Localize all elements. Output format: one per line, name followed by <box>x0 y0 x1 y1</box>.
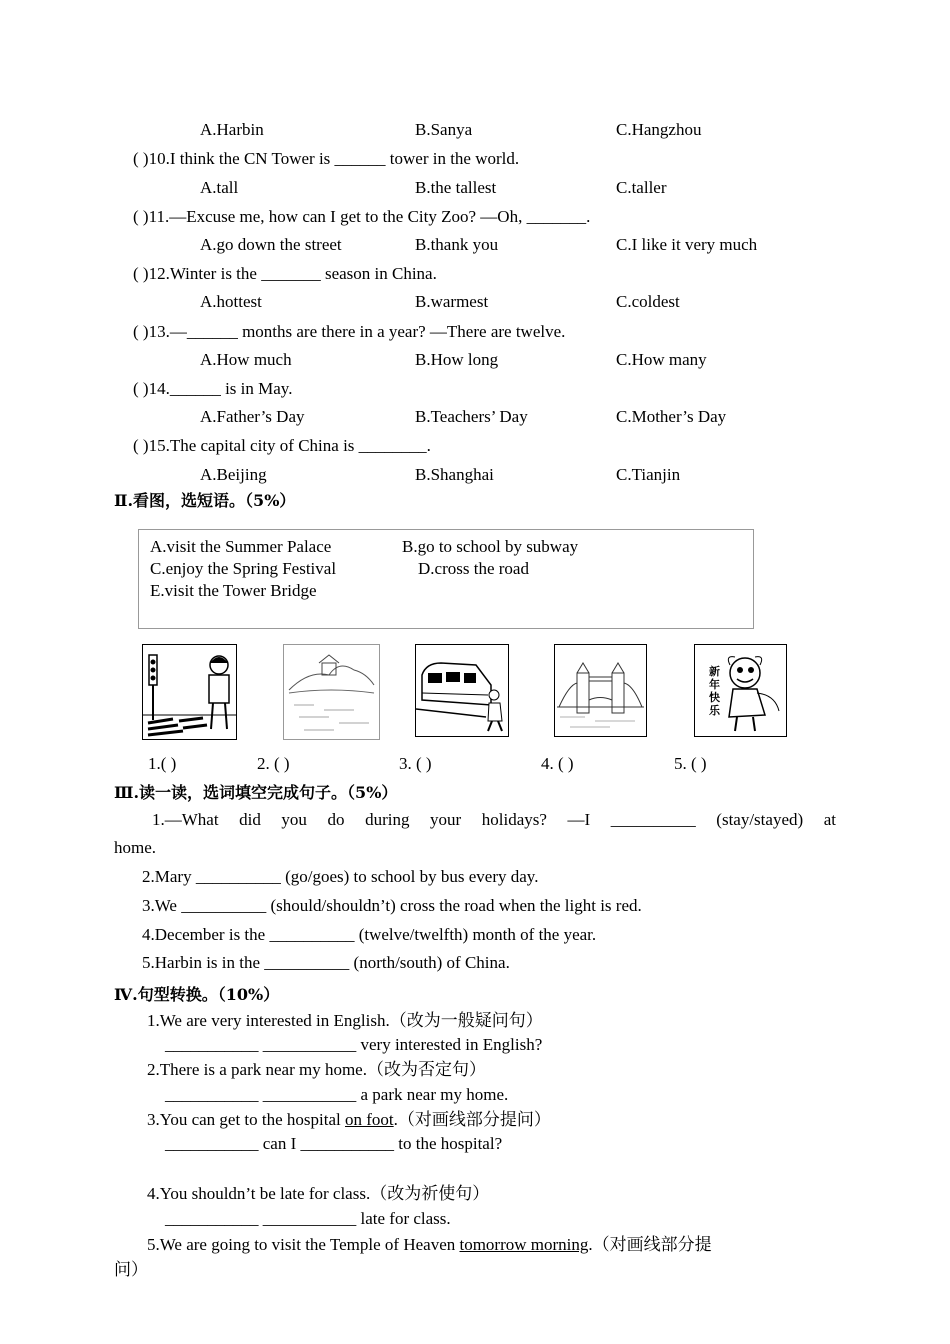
picture-blank-1[interactable]: 1.( ) <box>148 754 177 773</box>
q10-option-a: A.tall <box>200 178 239 197</box>
sec4-q1: 1.We are very interested in English.（改为一般疑问句） <box>147 1011 543 1030</box>
picture-blank-2[interactable]: 2. ( ) <box>257 754 290 773</box>
q14-option-c: C.Mother’s Day <box>616 407 727 426</box>
q15-option-b: B.Shanghai <box>415 465 494 484</box>
sec4-q2: 2.There is a park near my home.（改为否定句） <box>147 1060 486 1079</box>
q13-question: ( )13.—______ months are there in a year? —There are twelve. <box>133 322 566 341</box>
sec3-sentence-1-cont: home. <box>114 838 157 857</box>
sec3-sentence-1: 1.—What did you do during your holidays? —I __________ (stay/stayed) at <box>152 810 836 829</box>
q13-option-c: C.How many <box>616 350 707 369</box>
section-4-title: Ⅳ.句型转换。（10%） <box>114 985 280 1004</box>
q12-option-c: C.coldest <box>616 292 680 311</box>
sec3-sentence-3: 3.We __________ (should/shouldn’t) cross the road when the light is red. <box>142 896 642 915</box>
picture-cross-road <box>142 644 237 740</box>
picture-tower-bridge <box>554 644 647 737</box>
picture-summer-palace <box>283 644 380 740</box>
sec4-q3-underlined: on foot <box>345 1110 394 1129</box>
q14-option-a: A.Father’s Day <box>200 407 305 426</box>
q10-question: ( )10.I think the CN Tower is ______ tower in the world. <box>133 149 520 168</box>
picture-blank-5[interactable]: 5. ( ) <box>674 754 707 773</box>
sec4-q3-answer[interactable]: ___________ can I ___________ to the hospital? <box>165 1134 503 1153</box>
q9-option-b: B.Sanya <box>415 120 473 139</box>
q15-option-a: A.Beijing <box>200 465 267 484</box>
sec4-q1-answer[interactable]: ___________ ___________ very interested in English? <box>165 1035 543 1054</box>
phrase-b: B.go to school by subway <box>402 537 579 556</box>
q12-question: ( )12.Winter is the _______ season in China. <box>133 264 437 283</box>
q14-question: ( )14.______ is in May. <box>133 379 293 398</box>
picture-blank-3[interactable]: 3. ( ) <box>399 754 432 773</box>
sec3-sentence-5: 5.Harbin is in the __________ (north/south) of China. <box>142 953 510 972</box>
q10-option-b: B.the tallest <box>415 178 497 197</box>
q12-option-b: B.warmest <box>415 292 489 311</box>
q9-option-a: A.Harbin <box>200 120 264 139</box>
phrase-a: A.visit the Summer Palace <box>150 537 332 556</box>
spring-festival-greeting: 新年快乐 <box>709 665 720 717</box>
picture-blank-4[interactable]: 4. ( ) <box>541 754 574 773</box>
section-2-title: Ⅱ.看图，选短语。（5%） <box>114 491 296 510</box>
q13-option-a: A.How much <box>200 350 292 369</box>
sec4-q5-text: 5.We are going to visit the Temple of Heaven <box>147 1235 460 1254</box>
picture-spring-festival <box>694 644 787 737</box>
q13-option-b: B.How long <box>415 350 499 369</box>
sec4-q4: 4.You shouldn’t be late for class.（改为祈使句） <box>147 1184 490 1203</box>
sec3-sentence-2: 2.Mary __________ (go/goes) to school by bus every day. <box>142 867 539 886</box>
phrase-c: C.enjoy the Spring Festival <box>150 559 337 578</box>
q11-option-c: C.I like it very much <box>616 235 758 254</box>
q11-option-a: A.go down the street <box>200 235 342 254</box>
q11-option-b: B.thank you <box>415 235 499 254</box>
q14-option-b: B.Teachers’ Day <box>415 407 528 426</box>
phrase-d: D.cross the road <box>418 559 529 578</box>
sec4-q5-underlined: tomorrow morning <box>459 1235 589 1254</box>
q10-option-c: C.taller <box>616 178 667 197</box>
sec4-q4-answer[interactable]: ___________ ___________ late for class. <box>165 1209 451 1228</box>
q12-option-a: A.hottest <box>200 292 262 311</box>
picture-subway <box>415 644 509 737</box>
sec4-q3-text: 3.You can get to the hospital <box>147 1110 346 1129</box>
sec4-q5 <box>147 1235 712 1255</box>
sec3-sentence-4: 4.December is the __________ (twelve/twelfth) month of the year. <box>142 925 597 944</box>
sec4-q2-answer[interactable]: ___________ ___________ a park near my home. <box>165 1085 509 1104</box>
sec4-q3-instruction: .（对画线部分提问） <box>393 1110 551 1129</box>
sec4-q5-instruction: .（对画线部分提 <box>588 1235 712 1254</box>
q11-question: ( )11.—Excuse me, how can I get to the City Zoo? —Oh, _______. <box>133 207 591 226</box>
phrase-e: E.visit the Tower Bridge <box>150 581 317 600</box>
section-3-title: Ⅲ.读一读，选词填空完成句子。（5%） <box>114 783 398 802</box>
sec4-q3 <box>147 1110 551 1130</box>
q9-option-c: C.Hangzhou <box>616 120 702 139</box>
q15-question: ( )15.The capital city of China is ________. <box>133 436 431 455</box>
sec4-q5-cont: 问） <box>114 1260 148 1279</box>
q15-option-c: C.Tianjin <box>616 465 681 484</box>
